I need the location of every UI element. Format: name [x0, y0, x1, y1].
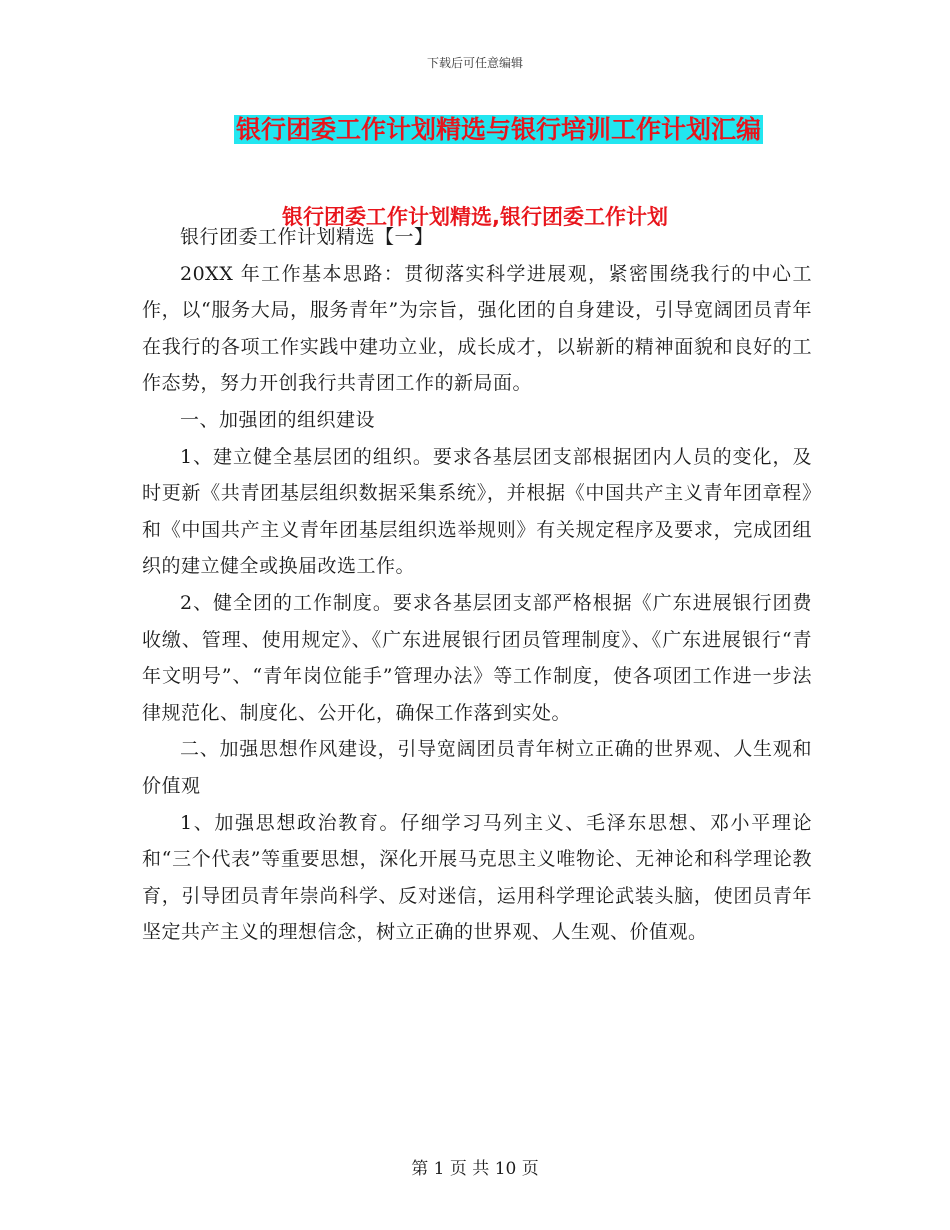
document-title	[0, 113, 950, 147]
paragraph-item-1-1: 1、建立健全基层团的组织。要求各基层团支部根据团内人员的变化，及时更新《共青团基层组织数据采集系统》，并根据《中国共产主义青年团章程》和《中国共产主义青年团基层组织选举规则》有关规定程序及要求，完成团组织的建立健全或换届改选工作。	[142, 445, 812, 578]
page-header-note: 下载后可任意编辑	[426, 56, 523, 70]
paragraph-item-2-1: 1、加强思想政治教育。仔细学习马列主义、毛泽东思想、邓小平理论和“三个代表”等重要思想，深化开展马克思主义唯物论、无神论和科学理论教育，引导团员青年崇尚科学、反对迷信，运用科学理论武装头脑，使团员青年坚定共产主义的理想信念，树立正确的世界观、人生观、价值观。	[142, 811, 812, 944]
paragraph-section-2: 二、加强思想作风建设，引导宽阔团员青年树立正确的世界观、人生观和价值观	[142, 738, 812, 797]
paragraph-item-1-2: 2、健全团的工作制度。要求各基层团支部严格根据《广东进展银行团费收缴、管理、使用规定》、《广东进展银行团员管理制度》、《广东进展银行“青年文明号”、“青年岗位能手”管理办法》等工作制度，使各项团工作进一步法律规范化、制度化、公开化，确保工作落到实处。	[142, 591, 812, 724]
document-title-text: 银行团委工作计划精选与银行培训工作计划汇编	[235, 115, 761, 144]
document-subtitle: 银行团委工作计划精选,银行团委工作计划	[282, 205, 668, 229]
article	[142, 219, 812, 951]
paragraph-intro: 20XX 年工作基本思路：贯彻落实科学进展观，紧密围绕我行的中心工作，以“服务大局，服务青年”为宗旨，强化团的自身建设，引导宽阔团员青年在我行的各项工作实践中建功立业，成长成才，以崭新的精神面貌和良好的工作态势，努力开创我行共青团工作的新局面。	[142, 262, 812, 395]
paragraph-section-1: 一、加强团的组织建设	[180, 408, 376, 431]
paragraph-heading-1: 银行团委工作计划精选【一】	[180, 226, 434, 248]
page-number: 第 1 页 共 10 页	[411, 1159, 539, 1179]
